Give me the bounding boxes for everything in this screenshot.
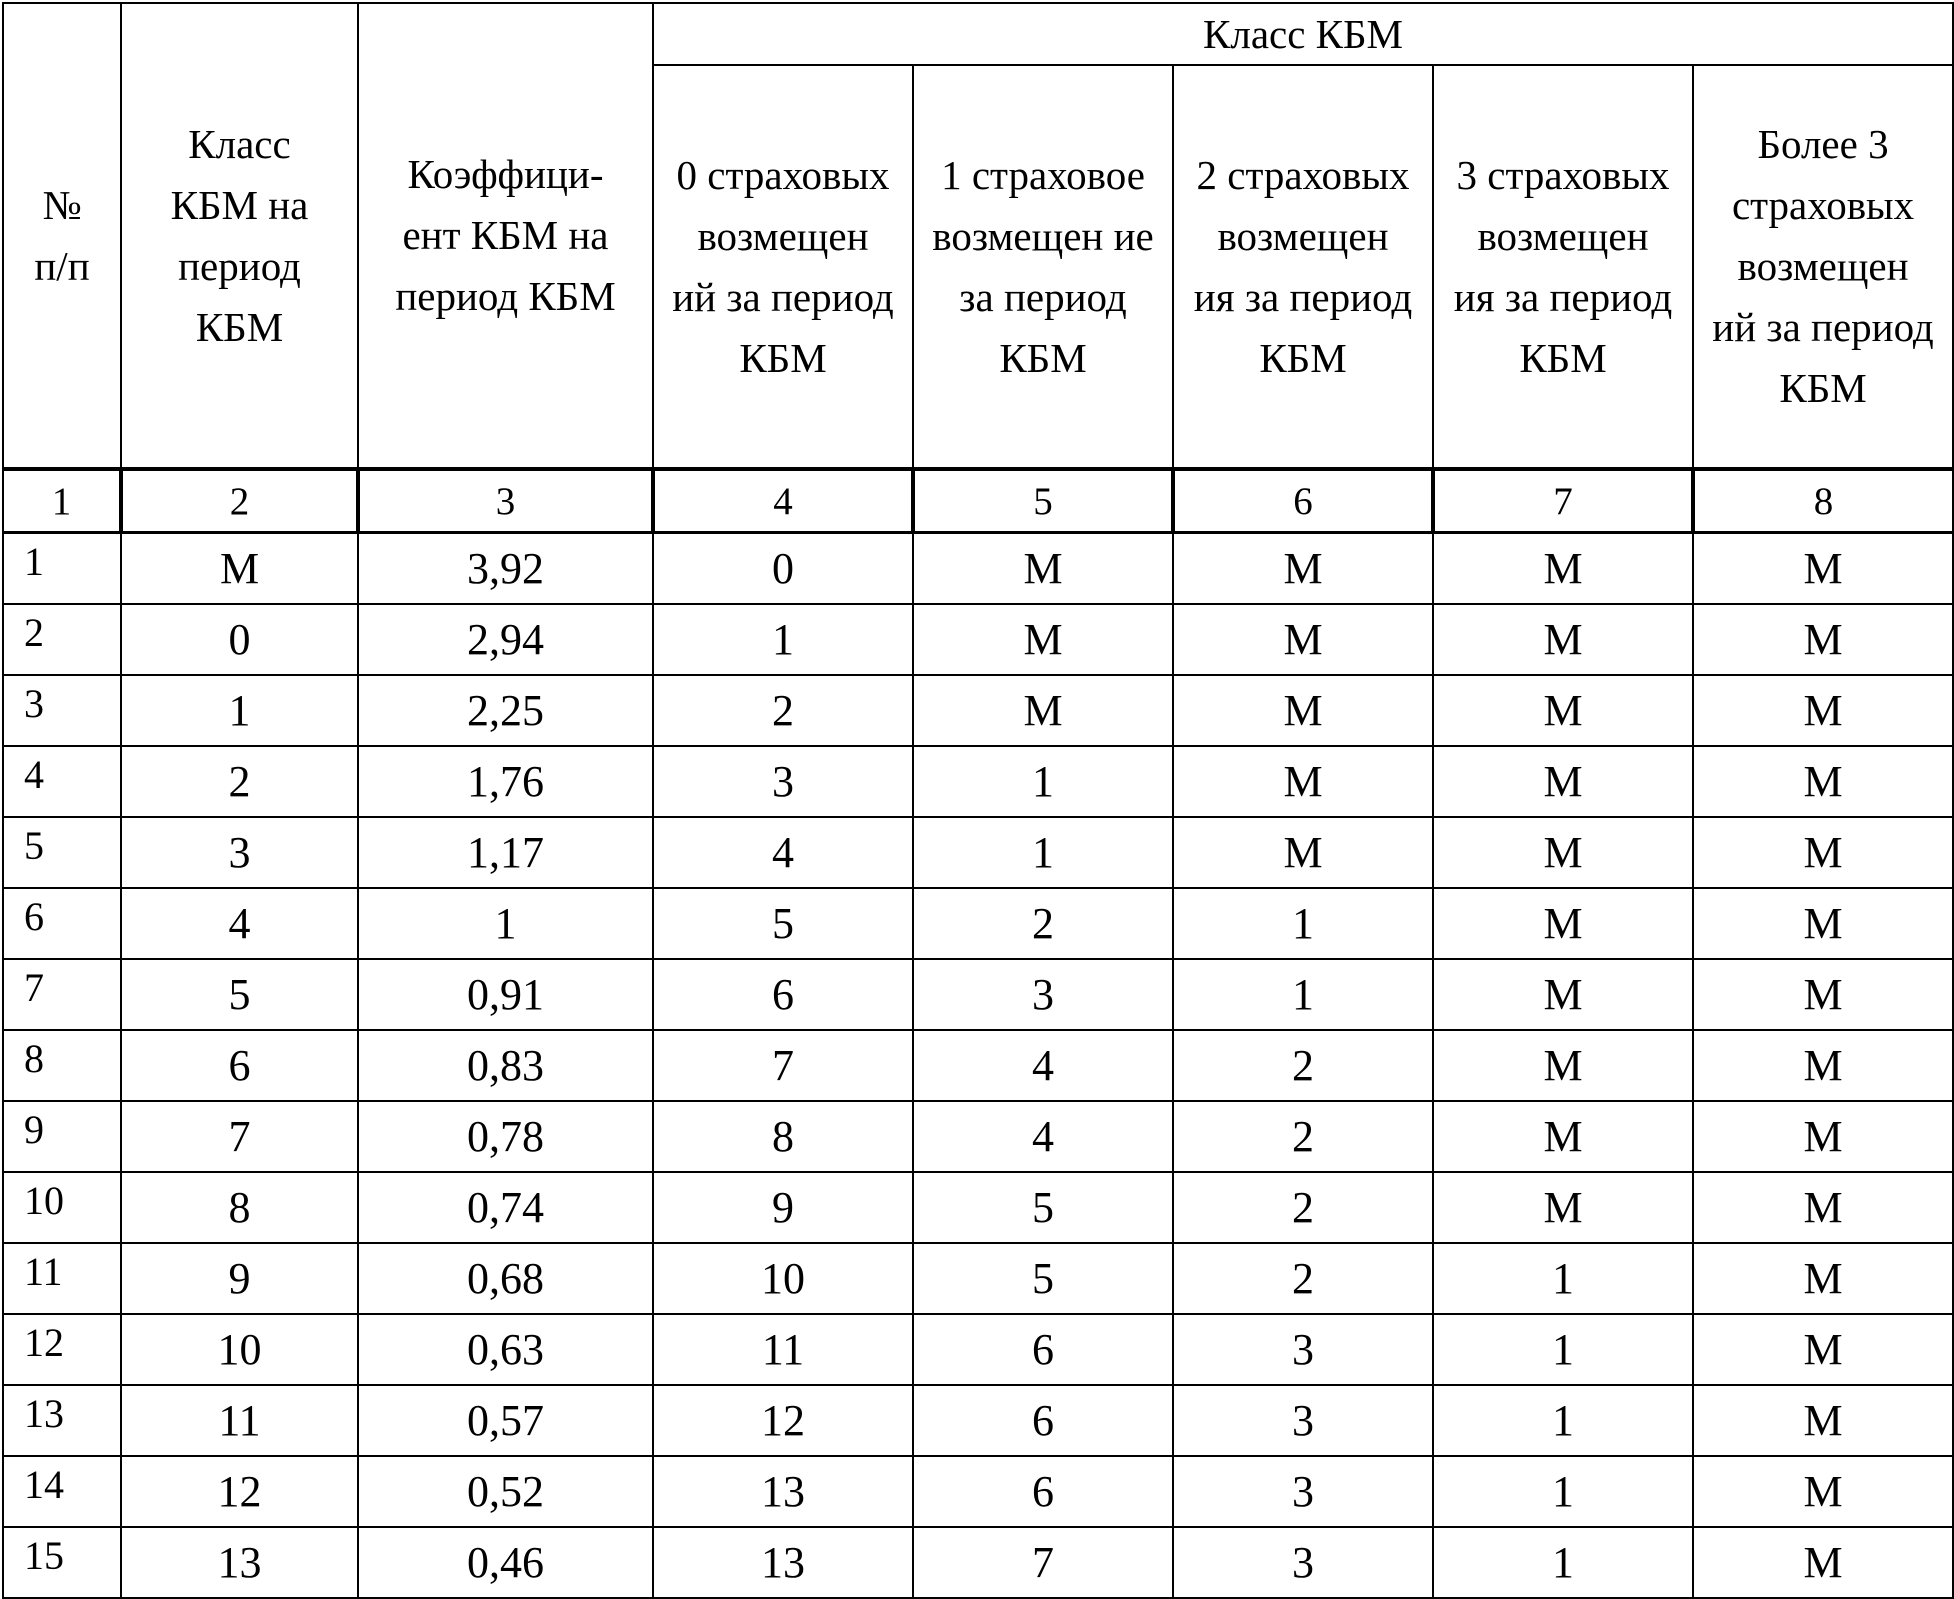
class-after-more-3-claims: М <box>1693 746 1953 817</box>
coefficient-value: 1 <box>358 888 653 959</box>
column-number: 5 <box>913 469 1173 533</box>
class-after-more-3-claims: М <box>1693 1030 1953 1101</box>
header-coefficient: Коэффици-ент КБМ на период КБМ <box>358 3 653 469</box>
class-after-more-3-claims: М <box>1693 1527 1953 1598</box>
class-after-3-claims: 1 <box>1433 1456 1693 1527</box>
class-after-1-claim: 5 <box>913 1243 1173 1314</box>
table-row <box>3 1456 1953 1527</box>
class-value: 7 <box>121 1101 358 1172</box>
table-row <box>3 1101 1953 1172</box>
row-number: 1 <box>3 533 121 605</box>
column-number: 8 <box>1693 469 1953 533</box>
table-row <box>3 1385 1953 1456</box>
class-value: 8 <box>121 1172 358 1243</box>
class-after-1-claim: 4 <box>913 1101 1173 1172</box>
table-row <box>3 746 1953 817</box>
class-value: 1 <box>121 675 358 746</box>
table-row <box>3 604 1953 675</box>
class-after-0-claims: 0 <box>653 533 913 605</box>
class-after-0-claims: 13 <box>653 1527 913 1598</box>
class-after-3-claims: М <box>1433 604 1693 675</box>
class-value: 10 <box>121 1314 358 1385</box>
coefficient-value: 0,63 <box>358 1314 653 1385</box>
class-after-2-claims: М <box>1173 604 1433 675</box>
class-after-more-3-claims: М <box>1693 604 1953 675</box>
class-after-2-claims: М <box>1173 817 1433 888</box>
coefficient-value: 2,94 <box>358 604 653 675</box>
class-after-3-claims: 1 <box>1433 1527 1693 1598</box>
class-after-1-claim: 7 <box>913 1527 1173 1598</box>
coefficient-value: 0,46 <box>358 1527 653 1598</box>
header-claims-1: 1 страховое возмещен ие за период КБМ <box>913 65 1173 469</box>
row-number: 8 <box>3 1030 121 1101</box>
coefficient-value: 3,92 <box>358 533 653 605</box>
class-after-more-3-claims: М <box>1693 817 1953 888</box>
class-after-3-claims: 1 <box>1433 1385 1693 1456</box>
header-class: Класс КБМ на период КБМ <box>121 3 358 469</box>
class-after-3-claims: М <box>1433 746 1693 817</box>
class-value: 13 <box>121 1527 358 1598</box>
table-row <box>3 1030 1953 1101</box>
class-after-3-claims: М <box>1433 959 1693 1030</box>
row-number: 13 <box>3 1385 121 1456</box>
class-after-0-claims: 5 <box>653 888 913 959</box>
class-after-more-3-claims: М <box>1693 533 1953 605</box>
class-after-more-3-claims: М <box>1693 1243 1953 1314</box>
header-claims-2: 2 страховых возмещен ия за период КБМ <box>1173 65 1433 469</box>
header-claims-more-3: Более 3 страховых возмещен ий за период КБМ <box>1693 65 1953 469</box>
class-after-0-claims: 9 <box>653 1172 913 1243</box>
class-value: 11 <box>121 1385 358 1456</box>
coefficient-value: 0,91 <box>358 959 653 1030</box>
class-after-2-claims: 3 <box>1173 1385 1433 1456</box>
row-number: 2 <box>3 604 121 675</box>
class-after-2-claims: 2 <box>1173 1172 1433 1243</box>
class-after-0-claims: 8 <box>653 1101 913 1172</box>
class-after-2-claims: 2 <box>1173 1030 1433 1101</box>
class-value: 12 <box>121 1456 358 1527</box>
class-after-3-claims: М <box>1433 1172 1693 1243</box>
row-number: 3 <box>3 675 121 746</box>
class-after-3-claims: М <box>1433 1101 1693 1172</box>
class-after-1-claim: 6 <box>913 1314 1173 1385</box>
kbm-table <box>2 2 1954 1599</box>
table-row <box>3 1527 1953 1598</box>
class-after-2-claims: 3 <box>1173 1527 1433 1598</box>
class-value: 3 <box>121 817 358 888</box>
class-after-0-claims: 12 <box>653 1385 913 1456</box>
column-number: 7 <box>1433 469 1693 533</box>
class-after-3-claims: М <box>1433 817 1693 888</box>
row-number: 12 <box>3 1314 121 1385</box>
class-after-1-claim: 1 <box>913 746 1173 817</box>
class-after-0-claims: 3 <box>653 746 913 817</box>
class-after-1-claim: М <box>913 675 1173 746</box>
coefficient-value: 1,17 <box>358 817 653 888</box>
class-after-1-claim: 6 <box>913 1385 1173 1456</box>
coefficient-value: 0,78 <box>358 1101 653 1172</box>
class-after-2-claims: 3 <box>1173 1314 1433 1385</box>
column-number: 4 <box>653 469 913 533</box>
column-number: 1 <box>3 469 121 533</box>
coefficient-value: 0,68 <box>358 1243 653 1314</box>
class-after-0-claims: 2 <box>653 675 913 746</box>
table-row <box>3 1172 1953 1243</box>
class-after-2-claims: М <box>1173 746 1433 817</box>
class-after-2-claims: М <box>1173 675 1433 746</box>
class-after-more-3-claims: М <box>1693 1101 1953 1172</box>
class-after-2-claims: 2 <box>1173 1243 1433 1314</box>
class-after-3-claims: М <box>1433 533 1693 605</box>
column-number-row <box>3 469 1953 533</box>
class-after-more-3-claims: М <box>1693 675 1953 746</box>
column-number: 2 <box>121 469 358 533</box>
class-after-2-claims: 1 <box>1173 888 1433 959</box>
class-value: 2 <box>121 746 358 817</box>
table-row <box>3 675 1953 746</box>
class-after-1-claim: 2 <box>913 888 1173 959</box>
coefficient-value: 1,76 <box>358 746 653 817</box>
class-after-more-3-claims: М <box>1693 959 1953 1030</box>
table-row <box>3 817 1953 888</box>
row-number: 15 <box>3 1527 121 1598</box>
table-row <box>3 533 1953 605</box>
row-number: 6 <box>3 888 121 959</box>
class-value: 5 <box>121 959 358 1030</box>
class-after-1-claim: 6 <box>913 1456 1173 1527</box>
class-after-0-claims: 11 <box>653 1314 913 1385</box>
class-after-2-claims: М <box>1173 533 1433 605</box>
class-after-0-claims: 6 <box>653 959 913 1030</box>
table-row <box>3 1314 1953 1385</box>
table-row <box>3 959 1953 1030</box>
class-after-0-claims: 13 <box>653 1456 913 1527</box>
class-after-3-claims: 1 <box>1433 1243 1693 1314</box>
class-after-2-claims: 1 <box>1173 959 1433 1030</box>
class-after-0-claims: 4 <box>653 817 913 888</box>
row-number: 9 <box>3 1101 121 1172</box>
document-page <box>2 2 1952 1587</box>
class-after-1-claim: 3 <box>913 959 1173 1030</box>
class-after-3-claims: М <box>1433 675 1693 746</box>
coefficient-value: 2,25 <box>358 675 653 746</box>
header-class-group: Класс КБМ <box>653 3 1953 65</box>
class-after-1-claim: М <box>913 604 1173 675</box>
class-after-more-3-claims: М <box>1693 1172 1953 1243</box>
class-value: 0 <box>121 604 358 675</box>
row-number: 4 <box>3 746 121 817</box>
class-after-3-claims: 1 <box>1433 1314 1693 1385</box>
class-after-2-claims: 3 <box>1173 1456 1433 1527</box>
class-after-3-claims: М <box>1433 888 1693 959</box>
table-row <box>3 888 1953 959</box>
coefficient-value: 0,57 <box>358 1385 653 1456</box>
coefficient-value: 0,74 <box>358 1172 653 1243</box>
class-after-2-claims: 2 <box>1173 1101 1433 1172</box>
table-row <box>3 1243 1953 1314</box>
header-no: № п/п <box>3 3 121 469</box>
class-after-1-claim: М <box>913 533 1173 605</box>
header-claims-3: 3 страховых возмещен ия за период КБМ <box>1433 65 1693 469</box>
class-after-0-claims: 1 <box>653 604 913 675</box>
class-after-0-claims: 10 <box>653 1243 913 1314</box>
header-claims-0: 0 страховых возмещен ий за период КБМ <box>653 65 913 469</box>
class-after-more-3-claims: М <box>1693 888 1953 959</box>
class-value: 4 <box>121 888 358 959</box>
class-after-more-3-claims: М <box>1693 1456 1953 1527</box>
class-after-more-3-claims: М <box>1693 1385 1953 1456</box>
row-number: 5 <box>3 817 121 888</box>
row-number: 11 <box>3 1243 121 1314</box>
row-number: 7 <box>3 959 121 1030</box>
coefficient-value: 0,52 <box>358 1456 653 1527</box>
class-value: М <box>121 533 358 605</box>
class-after-1-claim: 5 <box>913 1172 1173 1243</box>
column-number: 6 <box>1173 469 1433 533</box>
row-number: 14 <box>3 1456 121 1527</box>
row-number: 10 <box>3 1172 121 1243</box>
class-value: 6 <box>121 1030 358 1101</box>
class-after-1-claim: 1 <box>913 817 1173 888</box>
class-value: 9 <box>121 1243 358 1314</box>
class-after-1-claim: 4 <box>913 1030 1173 1101</box>
class-after-3-claims: М <box>1433 1030 1693 1101</box>
class-after-0-claims: 7 <box>653 1030 913 1101</box>
column-number: 3 <box>358 469 653 533</box>
coefficient-value: 0,83 <box>358 1030 653 1101</box>
class-after-more-3-claims: М <box>1693 1314 1953 1385</box>
